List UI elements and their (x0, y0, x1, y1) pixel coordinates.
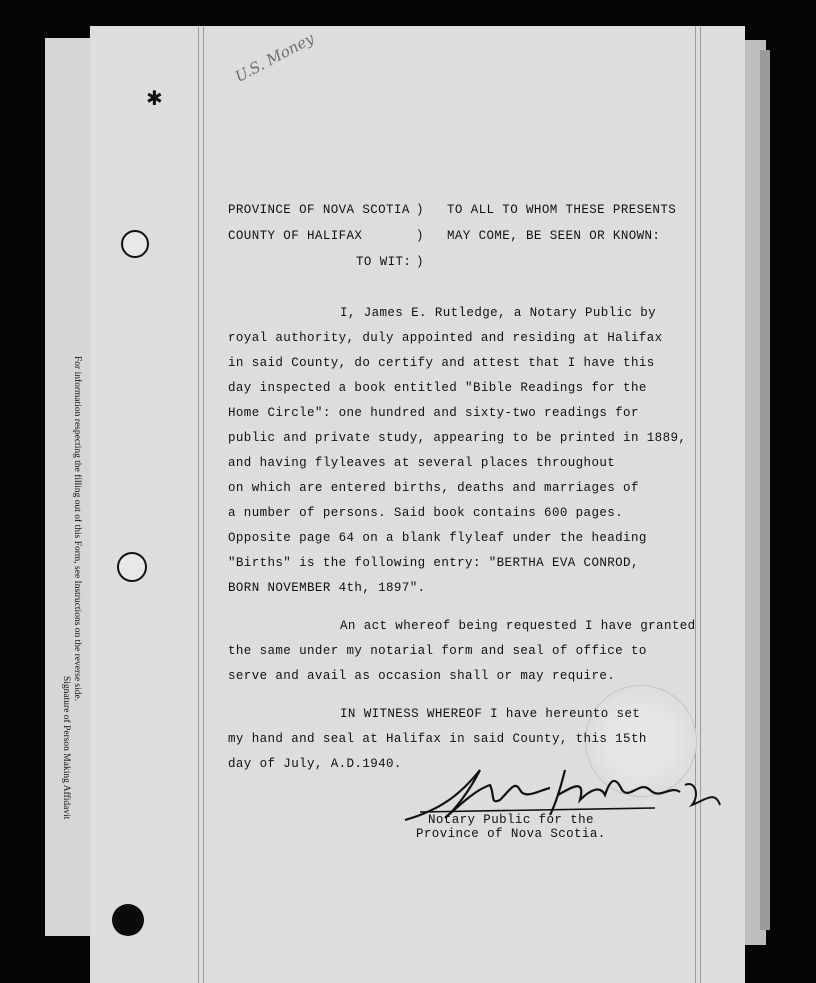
body-line: Home Circle": one hundred and sixty-two readings for (228, 406, 639, 420)
body-line: in said County, do certify and attest that I have this (228, 356, 655, 370)
margin-rule (695, 26, 696, 983)
side-instructions-text: For information respecting the filling out of this Form, see Instructions on the reverse side. (72, 356, 82, 702)
punch-hole (112, 904, 144, 936)
header-address-line-1: TO ALL TO WHOM THESE PRESENTS (447, 203, 677, 217)
body-line: the same under my notarial form and seal of office to (228, 644, 647, 658)
body-line: day inspected a book entitled "Bible Readings for the (228, 381, 647, 395)
margin-rule (203, 26, 204, 983)
body-line: BORN NOVEMBER 4th, 1897". (228, 581, 426, 595)
brace-mark: ) (416, 255, 424, 269)
body-line: IN WITNESS WHEREOF I have hereunto set (340, 707, 641, 721)
header-county: COUNTY OF HALIFAX (228, 229, 363, 243)
punch-hole-ring (121, 230, 149, 258)
brace-mark: ) (416, 229, 424, 243)
margin-rule (700, 26, 701, 983)
signature-caption-line-1: Notary Public for the (428, 813, 594, 827)
header-to-wit: TO WIT: (356, 255, 412, 269)
body-line: "Births" is the following entry: "BERTHA EVA CONROD, (228, 556, 639, 570)
body-line: day of July, A.D.1940. (228, 757, 402, 771)
header-address-line-2: MAY COME, BE SEEN OR KNOWN: (447, 229, 661, 243)
underlying-sheet-edge (760, 50, 770, 930)
body-line: public and private study, appearing to be printed in 1889, (228, 431, 687, 445)
body-line: serve and avail as occasion shall or may require. (228, 669, 616, 683)
punch-hole-ring (117, 552, 147, 582)
body-line: a number of persons. Said book contains 600 pages. (228, 506, 624, 520)
body-line: and having flyleaves at several places throughout (228, 456, 616, 470)
body-line: An act whereof being requested I have granted (340, 619, 696, 633)
header-province: PROVINCE OF NOVA SCOTIA (228, 203, 410, 217)
brace-mark: ) (416, 203, 424, 217)
staple-icon: ✱ (146, 86, 163, 110)
body-line: Opposite page 64 on a blank flyleaf under the heading (228, 531, 647, 545)
margin-rule (198, 26, 199, 983)
side-signature-caption: Signature of Person Making Affidavit (61, 676, 71, 820)
body-line: my hand and seal at Halifax in said County, this 15th (228, 732, 647, 746)
body-line: on which are entered births, deaths and marriages of (228, 481, 639, 495)
signature-caption-line-2: Province of Nova Scotia. (416, 827, 606, 841)
body-line: I, James E. Rutledge, a Notary Public by (340, 306, 657, 320)
body-line: royal authority, duly appointed and residing at Halifax (228, 331, 663, 345)
pencil-annotation: U.S. Money (232, 29, 318, 86)
